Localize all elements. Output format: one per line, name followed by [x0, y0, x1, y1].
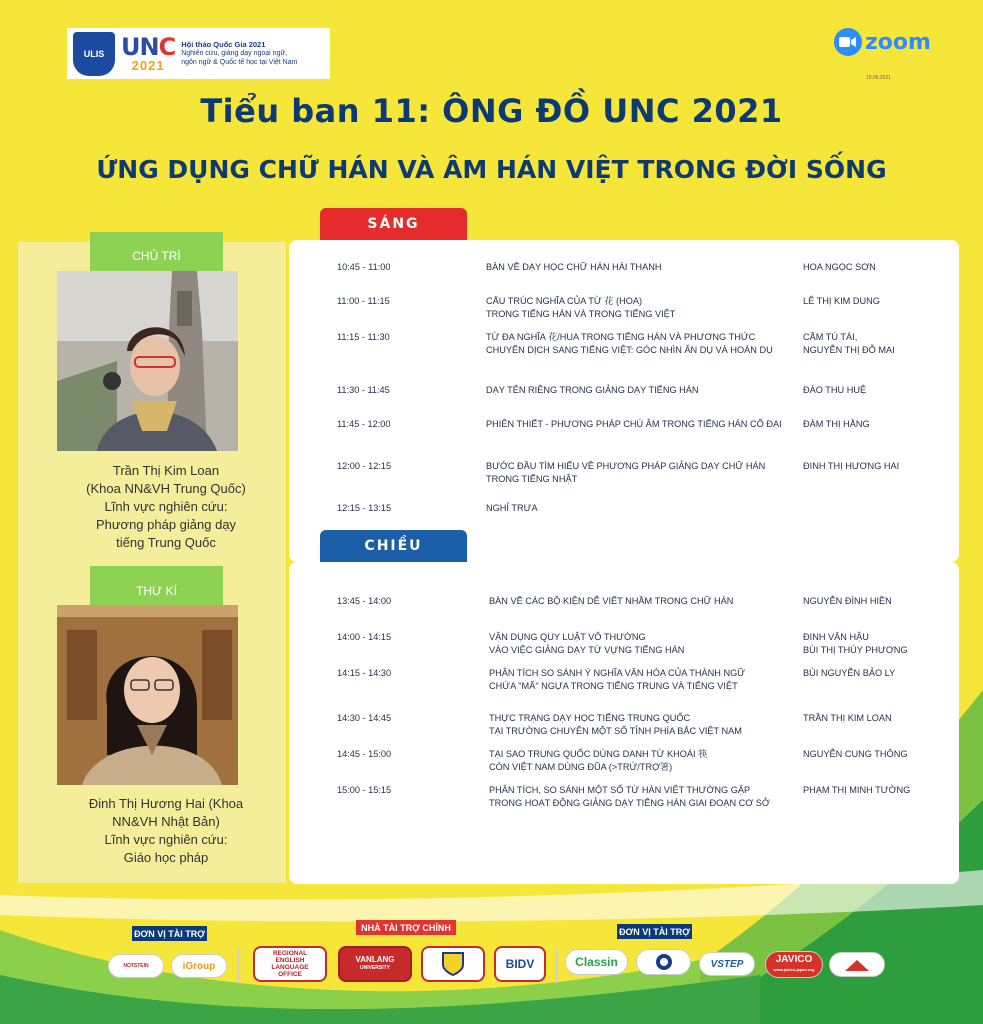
row-time: 11:30 - 11:45	[337, 385, 390, 395]
chair-photo	[57, 271, 238, 451]
row-topic: BÀN VỀ DẠY HỌC CHỮ HÁN HÀI THANH	[486, 262, 662, 272]
sponsor-logo-igroup: iGroup	[171, 954, 227, 978]
mountain-icon	[843, 958, 871, 972]
row-time: 14:30 - 14:45	[337, 713, 392, 723]
row-topic: NGHỈ TRƯA	[486, 503, 538, 513]
row-topic: CẤU TRÚC NGHĨA CỦA TỪ 花 (HOA) TRONG TIẾNG HÁN VÀ TRONG TIẾNG VIỆT	[486, 296, 676, 319]
university-emblem: ULIS	[73, 32, 115, 76]
secretary-role-tag: THƯ KÍ	[90, 566, 223, 616]
sponsor-label-right: ĐƠN VỊ TÀI TRỢ	[617, 924, 692, 939]
page-title: Tiểu ban 11: ÔNG ĐỒ UNC 2021	[200, 92, 783, 130]
row-author: LÊ THỊ KIM DUNG	[803, 296, 880, 306]
secretary-photo	[57, 605, 238, 785]
row-time: 11:45 - 12:00	[337, 419, 391, 429]
row-author: TRẦN THỊ KIM LOAN	[803, 713, 892, 723]
row-topic: VẬN DỤNG QUY LUẬT VÔ THƯỜNG VÀO VIỆC GIẢNG DẠY TỪ VỰNG TIẾNG HÁN	[489, 632, 685, 655]
row-author: BÙI NGUYỄN BẢO LY	[803, 668, 896, 678]
sponsor-label-left: ĐƠN VỊ TÀI TRỢ	[132, 926, 207, 941]
sponsor-logo-mountain	[829, 952, 885, 977]
unc-year: 2021	[131, 58, 165, 73]
page-subtitle: ỨNG DỤNG CHỮ HÁN VÀ ÂM HÁN VIỆT TRONG ĐỜI SỐNG	[96, 155, 887, 184]
row-topic: BÀN VỀ CÁC BỘ KIỆN DỄ VIẾT NHẦM TRONG CHỮ HÁN	[489, 596, 734, 606]
row-topic: TẠI SAO TRUNG QUỐC DÙNG DANH TỪ KHOÁI 筷 CÒN VIỆT NAM DÙNG ĐŨA (>TRỨ/TRỢ箸)	[489, 749, 708, 772]
video-camera-icon	[834, 28, 862, 56]
conference-description: Hội thảo Quốc Gia 2021 Nghiên cứu, giảng dạy ngoại ngữ, ngôn ngữ & Quốc tế học tại Việt Nam	[181, 40, 298, 66]
row-time: 12:15 - 13:15	[337, 503, 392, 513]
row-topic: PHÂN TÍCH SO SÁNH Ý NGHĨA VĂN HÓA CỦA THÀNH NGỮ CHỨA "MÃ" NGỰA TRONG TIẾNG TRUNG VÀ TIẾNG VIỆT	[489, 668, 746, 691]
row-topic: THỰC TRẠNG DẠY HỌC TIẾNG TRUNG QUỐC TẠI TRƯỜNG CHUYÊN MỘT SỐ TỈNH PHÍA BẮC VIỆT NAM	[489, 713, 742, 736]
row-author: ĐINH VĂN HẬU BÙI THỊ THÚY PHƯƠNG	[803, 632, 908, 655]
sponsor-logo-javico: JAVICO www.javico-japan.org	[765, 951, 823, 978]
secretary-caption: Đinh Thị Hương Hai (Khoa NN&VH Nhật Bản) Lĩnh vực nghiên cứu: Giáo học pháp	[88, 796, 244, 865]
morning-schedule	[289, 240, 959, 562]
sponsor-logo-vanlang: VANLANG UNIVERSITY	[338, 946, 412, 982]
row-time: 12:00 - 12:15	[337, 461, 392, 471]
row-time: 11:15 - 11:30	[337, 332, 390, 342]
sponsor-logo-relo: REGIONAL ENGLISH LANGUAGE OFFICE	[253, 946, 327, 982]
sponsor-logo-bidv: BIDV	[494, 946, 546, 982]
row-author: HOA NGỌC SƠN	[803, 262, 876, 272]
row-author: CẦM TÚ TÀI, NGUYỄN THỊ ĐỖ MAI	[803, 332, 895, 355]
sponsor-divider	[238, 948, 239, 984]
row-author: NGUYỄN CUNG THÔNG	[803, 749, 908, 759]
row-author: NGUYỄN ĐÌNH HIỀN	[803, 596, 892, 606]
row-time: 14:15 - 14:30	[337, 668, 392, 678]
zoom-wordmark: zoom	[865, 29, 931, 55]
row-topic: PHÂN TÍCH, SO SÁNH MỘT SỐ TỪ HÁN VIỆT THƯỜNG GẶP TRONG HOẠT ĐỘNG GIẢNG DẠY TIẾNG HÁN GIAI ĐOẠN CƠ SỞ	[489, 785, 770, 808]
zoom-logo	[834, 28, 931, 56]
row-time: 14:00 - 14:15	[337, 632, 392, 642]
row-author: ĐÀO THU HUỆ	[803, 385, 867, 395]
chair-caption: Trần Thị Kim Loan (Khoa NN&VH Trung Quốc) Lĩnh vực nghiên cứu: Phương pháp giảng dạy tiếng Trung Quốc	[86, 463, 246, 550]
sponsor-logo-seal	[636, 949, 691, 975]
sponsor-logo-vstep: VSTEP	[699, 952, 755, 976]
afternoon-schedule	[289, 562, 959, 884]
sponsor-logo-emblem	[421, 946, 485, 982]
row-time: 15:00 - 15:15	[337, 785, 392, 795]
chair-role-tag: CHỦ TRÌ	[90, 232, 223, 279]
row-time: 11:00 - 11:15	[337, 296, 390, 306]
row-author: ĐÀM THỊ HẰNG	[803, 419, 870, 429]
main-sponsor-label: NHÀ TÀI TRỢ CHÍNH	[356, 920, 456, 935]
row-author: PHẠM THỊ MINH TƯỜNG	[803, 785, 911, 795]
row-topic: PHIÊN THIẾT - PHƯƠNG PHÁP CHÚ ÂM TRONG TIẾNG HÁN CỔ ĐẠI	[486, 419, 782, 429]
row-time: 13:45 - 14:00	[337, 596, 392, 606]
zoom-date: 19.06.2021	[866, 75, 892, 81]
sponsor-divider	[556, 948, 557, 984]
unc-logo: UNC 2021	[121, 33, 176, 73]
row-author: ĐINH THỊ HƯƠNG HAI	[803, 461, 900, 471]
conference-logo	[67, 28, 330, 79]
sponsor-logo-notstein: NOTSTEIN	[108, 954, 164, 978]
row-topic: DẠY TÊN RIÊNG TRONG GIẢNG DẠY TIẾNG HÁN	[486, 385, 699, 395]
tab-morning: SÁNG	[320, 208, 467, 240]
row-topic: TỪ ĐA NGHĨA 花/HUA TRONG TIẾNG HÁN VÀ PHƯƠNG THỨC CHUYỂN DỊCH SANG TIẾNG VIỆT: GÓC NHÌN ẨN DỤ VÀ HOÁN DỤ	[486, 332, 773, 355]
row-time: 10:45 - 11:00	[337, 262, 391, 272]
row-topic: BƯỚC ĐẦU TÌM HIỂU VỀ PHƯƠNG PHÁP GIẢNG DẠY CHỮ HÁN TRONG TIẾNG NHẬT	[486, 461, 766, 484]
sponsor-logo-classin: Classin	[565, 949, 628, 975]
seal-icon	[655, 953, 673, 971]
shield-icon	[441, 951, 465, 977]
tab-afternoon: CHIỀU	[320, 530, 467, 562]
row-time: 14:45 - 15:00	[337, 749, 392, 759]
